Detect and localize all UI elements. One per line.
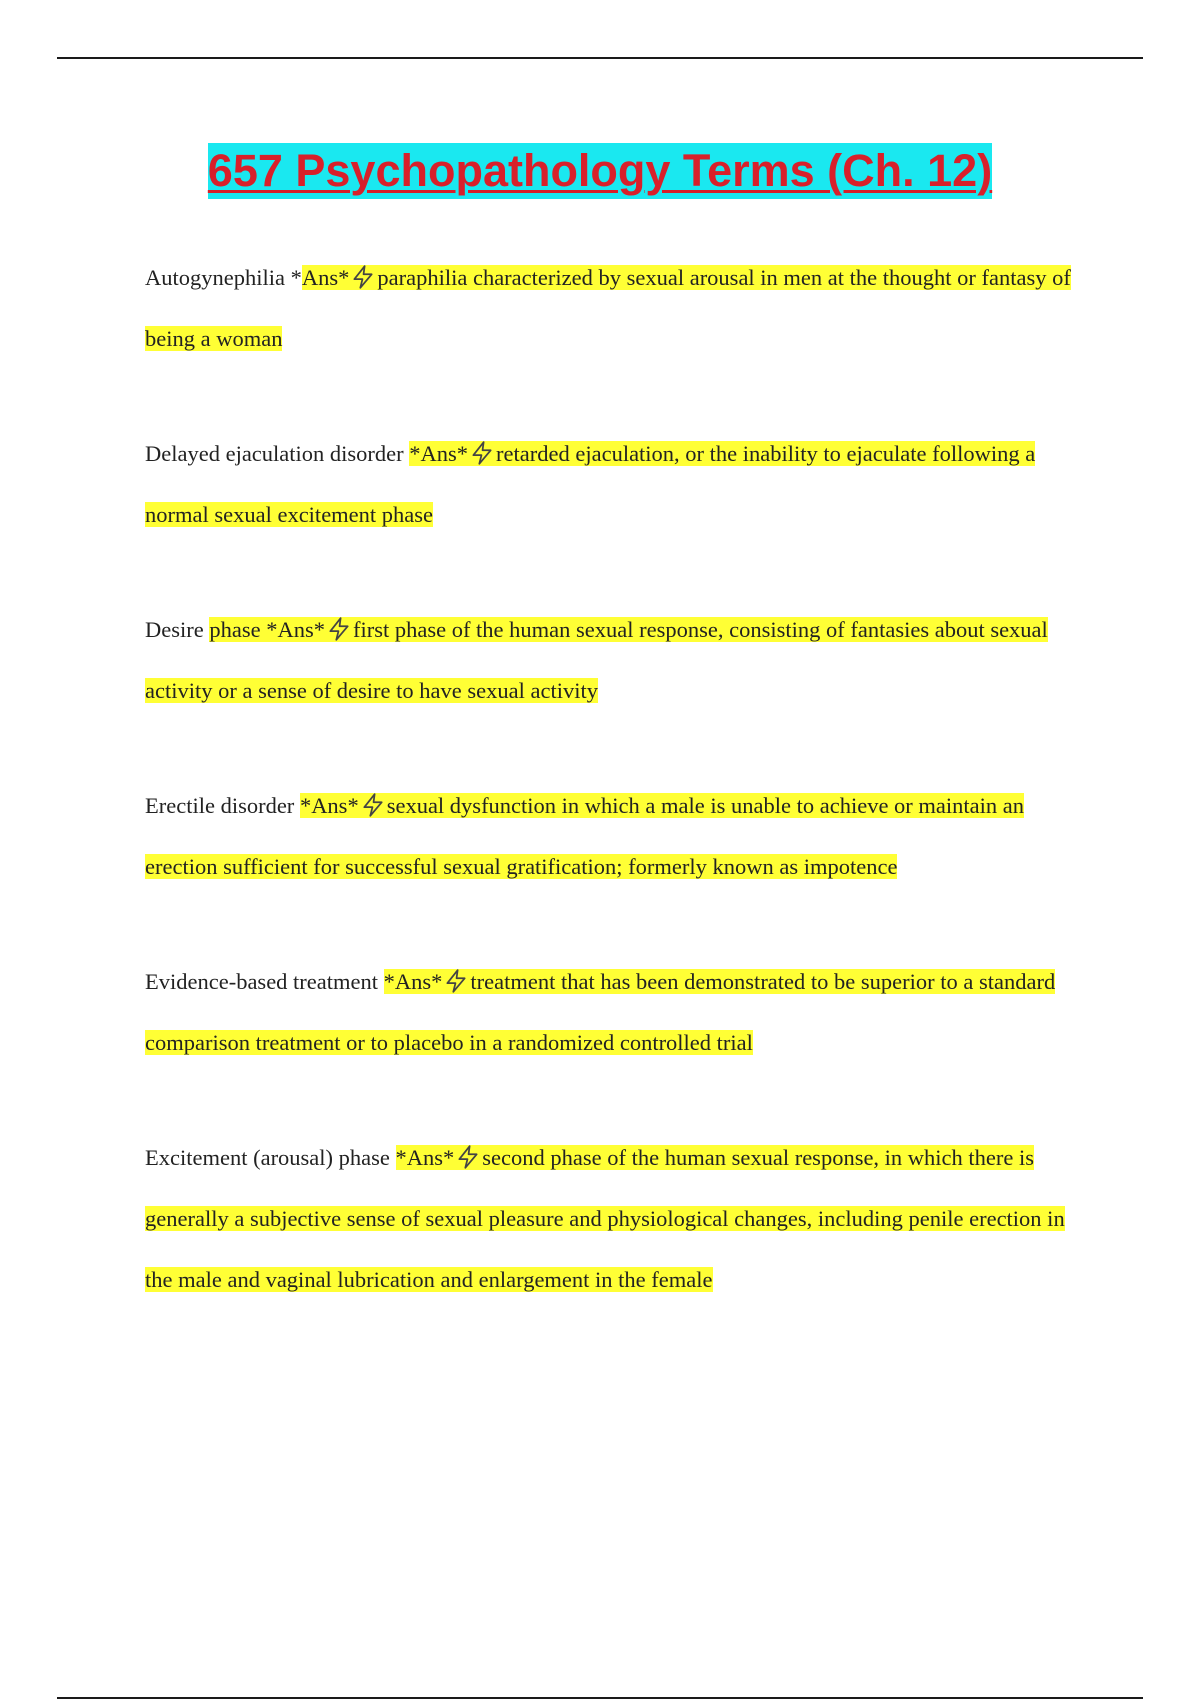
answer-highlight [145, 617, 1048, 703]
term-text: Desire [145, 617, 210, 642]
term-text: Delayed ejaculation disorder [145, 441, 410, 466]
definition-text: sexual dysfunction in which a male is unable to achieve or maintain an erection sufficient for successful sexual gratification; formerly known as impotence [145, 793, 1025, 879]
definition-text: second phase of the human sexual response, in which there is generally a subjective sense of sexual pleasure and physiological changes, including penile erection in the male and vaginal lubrication and enlargement in the female [145, 1145, 1065, 1292]
footer-rule [57, 1697, 1143, 1699]
answer-marker: Ans* [301, 265, 350, 290]
lightning-bolt-icon [360, 792, 386, 818]
answer-marker: phase *Ans* [209, 617, 325, 642]
answer-marker: *Ans* [299, 793, 359, 818]
lightning-bolt-icon [350, 264, 376, 290]
lightning-bolt-icon [326, 616, 352, 642]
term-entry [145, 951, 1095, 1073]
term-entry [145, 599, 1095, 721]
document-title: 657 Psychopathology Terms (Ch. 12) [208, 143, 992, 199]
definition-text: first phase of the human sexual response, consisting of fantasies about sexual activity or a sense of desire to have sexual activity [145, 617, 1048, 703]
term-entry [145, 775, 1095, 897]
definition-text: treatment that has been demonstrated to be superior to a standard comparison treatment or to placebo in a randomized controlled trial [145, 969, 1056, 1055]
header-rule [57, 57, 1143, 59]
term-entry [145, 1127, 1095, 1310]
term-entry [145, 423, 1095, 545]
definition-text: retarded ejaculation, or the inability to ejaculate following a normal sexual excitement phase [145, 441, 1036, 527]
answer-marker: *Ans* [383, 969, 443, 994]
lightning-bolt-icon [455, 1144, 481, 1170]
term-list [145, 247, 1095, 1364]
term-text: Autogynephilia * [145, 265, 302, 290]
definition-text: paraphilia characterized by sexual arousal in men at the thought or fantasy of being a woman [145, 265, 1071, 351]
lightning-bolt-icon [443, 968, 469, 994]
title-container [0, 143, 1200, 199]
term-text: Excitement (arousal) phase [145, 1145, 396, 1170]
term-text: Evidence-based treatment [145, 969, 384, 994]
answer-marker: *Ans* [395, 1145, 455, 1170]
term-text: Erectile disorder [145, 793, 300, 818]
answer-marker: *Ans* [409, 441, 469, 466]
term-entry [145, 247, 1095, 369]
lightning-bolt-icon [469, 440, 495, 466]
